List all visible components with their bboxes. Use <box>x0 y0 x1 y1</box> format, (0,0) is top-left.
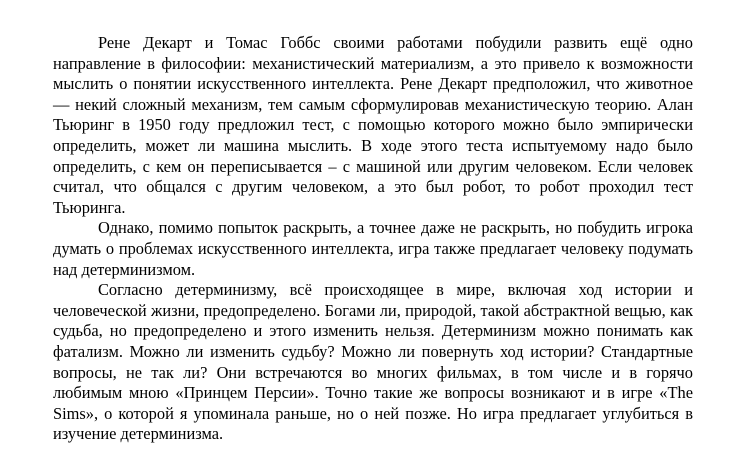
paragraph-determinism-fate: Согласно детерминизму, всё происходящее в мире, включая ход истории и человеческой жизни, предопределено. Богами ли, природой, такой абстрактной вещью, как судьба, но предопределено и этого изменить нельзя. Детерминизм можно понимать как фатализм. Можно ли изменить судьбу? Можно ли повернуть ход истории? Стандартные вопросы, не так ли? Они встречаются во многих фильмах, в том числе и в горячо любимым мною «Принцем Персии». Точно такие же вопросы возникают и в игре «The Sims», о которой я упоминала раньше, но о ней позже. Но игра предлагает углубиться в изучение детерминизма. <box>53 280 693 444</box>
paragraph-descartes-turing: Рене Декарт и Томас Гоббс своими работами побудили развить ещё одно направление в философии: механистический материализм, а это привело к возможности мыслить о понятии искусственного интеллекта. Рене Декарт предположил, что животное — некий сложный механизм, тем самым сформулировав механистическую теорию. Алан Тьюринг в 1950 году предложил тест, с помощью которого можно было эмпирически определить, может ли машина мыслить. В ходе этого теста испытуемому надо было определить, с кем он переписывается – с машиной или другим человеком. Если человек считал, что общался с другим человеком, а это был робот, то робот проходил тест Тьюринга. <box>53 33 693 217</box>
document-page <box>53 33 693 445</box>
paragraph-game-determinism: Однако, помимо попыток раскрыть, а точнее даже не раскрыть, но побудить игрока думать о проблемах искусственного интеллекта, игра также предлагает человеку подумать над детерминизмом. <box>53 218 693 279</box>
